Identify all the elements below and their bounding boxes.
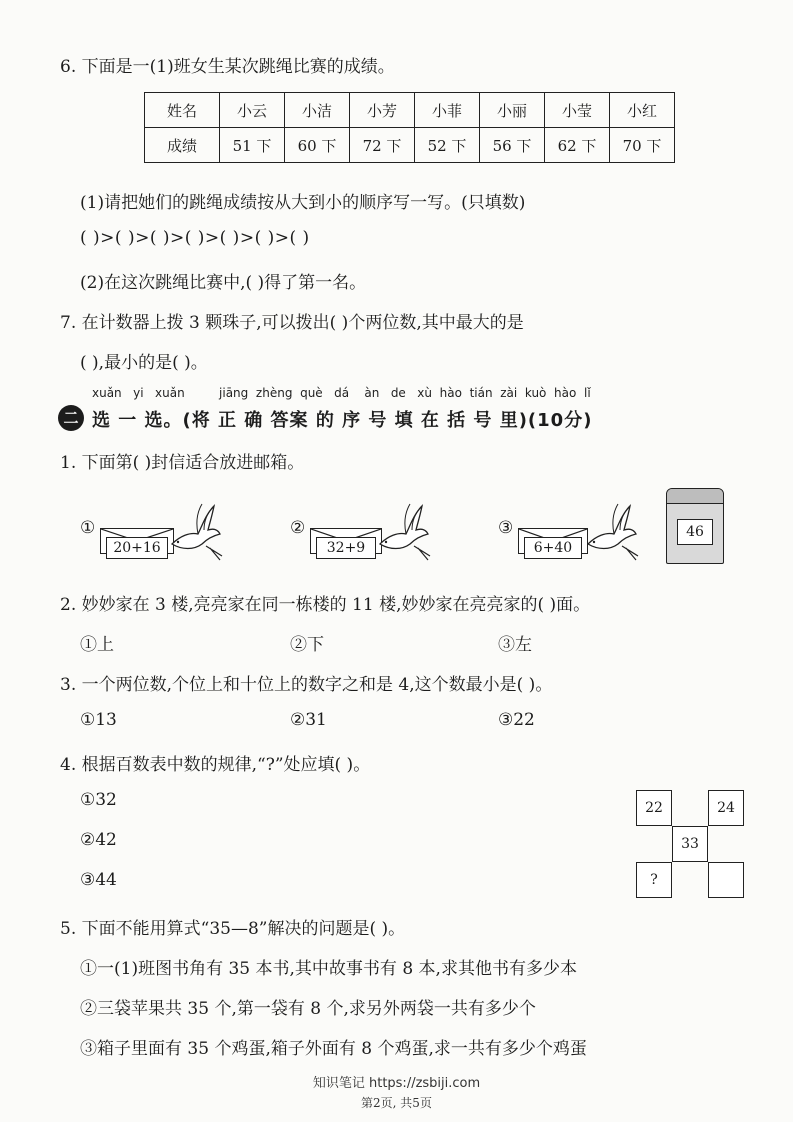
hundred-grid-cell: 24 bbox=[708, 790, 744, 826]
s5-option[interactable]: ①一(1)班图书角有 35 本书,其中故事书有 8 本,求其他书有多少本 bbox=[80, 959, 577, 979]
option-mark: ① bbox=[80, 518, 96, 538]
pinyin-syllable: yi bbox=[133, 386, 144, 400]
hundred-grid-cell: 22 bbox=[636, 790, 672, 826]
s3-option[interactable]: ③22 bbox=[498, 710, 535, 730]
pinyin-syllable: kuò bbox=[524, 386, 547, 400]
table-cell: 56 下 bbox=[480, 128, 545, 163]
envelope-expression: 6+40 bbox=[524, 537, 582, 559]
table-cell: 72 下 bbox=[350, 128, 415, 163]
pinyin-syllable: hào bbox=[554, 386, 577, 400]
s2-title: 2. 妙妙家在 3 楼,亮亮家在同一栋楼的 11 楼,妙妙家在亮亮家的( )面。 bbox=[60, 595, 591, 615]
s4-option[interactable]: ③44 bbox=[80, 870, 117, 890]
s2-option[interactable]: ③左 bbox=[498, 635, 532, 655]
s3-option[interactable]: ②31 bbox=[290, 710, 327, 730]
pinyin-syllable: lǐ bbox=[583, 386, 591, 400]
envelope-expression: 32+9 bbox=[316, 537, 376, 559]
option-mark: ③ bbox=[498, 518, 514, 538]
dove-icon bbox=[374, 500, 432, 562]
table-cell: 52 下 bbox=[415, 128, 480, 163]
hundred-grid-cell-unknown: ? bbox=[636, 862, 672, 898]
s4-title: 4. 根据百数表中数的规律,“?”处应填( )。 bbox=[60, 755, 371, 775]
s5-title: 5. 下面不能用算式“35—8”解决的问题是( )。 bbox=[60, 919, 406, 939]
mailbox-lid bbox=[667, 489, 723, 504]
table-cell: 小莹 bbox=[545, 93, 610, 128]
table-cell: 小洁 bbox=[285, 93, 350, 128]
table-cell: 62 下 bbox=[545, 128, 610, 163]
pinyin-syllable: zhèng bbox=[255, 386, 293, 400]
pinyin-syllable: xù bbox=[417, 386, 432, 400]
dove-icon bbox=[582, 500, 640, 562]
hundred-grid-cell-empty bbox=[708, 862, 744, 898]
page-number: 第2页, 共5页 bbox=[361, 1096, 432, 1110]
s3-title: 3. 一个两位数,个位上和十位上的数字之和是 4,这个数最小是( )。 bbox=[60, 675, 553, 695]
table-cell: 小云 bbox=[220, 93, 285, 128]
table-cell: 70 下 bbox=[610, 128, 675, 163]
s5-option[interactable]: ③箱子里面有 35 个鸡蛋,箱子外面有 8 个鸡蛋,求一共有多少个鸡蛋 bbox=[80, 1039, 587, 1059]
mailbox-number: 46 bbox=[677, 519, 713, 545]
pinyin-syllable: dá bbox=[334, 386, 350, 400]
jump-rope-score-table bbox=[144, 92, 675, 163]
option-mark: ② bbox=[290, 518, 306, 538]
s2-option[interactable]: ②下 bbox=[290, 635, 324, 655]
s1-title: 1. 下面第( )封信适合放进邮箱。 bbox=[60, 453, 305, 473]
table-row-scores bbox=[145, 128, 675, 163]
pinyin-syllable: què bbox=[300, 386, 323, 400]
pinyin-syllable: zài bbox=[500, 386, 518, 400]
pinyin-syllable: de bbox=[390, 386, 406, 400]
q6-sub2: (2)在这次跳绳比赛中,( )得了第一名。 bbox=[80, 273, 367, 293]
mailbox-icon bbox=[666, 488, 724, 564]
pinyin-syllable: àn bbox=[364, 386, 380, 400]
s2-option[interactable]: ①上 bbox=[80, 635, 114, 655]
q6-order-blanks[interactable]: ( )>( )>( )>( )>( )>( )>( ) bbox=[80, 228, 310, 248]
q7-line1: 7. 在计数器上拨 3 颗珠子,可以拨出( )个两位数,其中最大的是 bbox=[60, 313, 524, 333]
pinyin-syllable: xuǎn bbox=[92, 386, 122, 400]
pinyin-syllable: jiāng bbox=[219, 386, 249, 400]
section-number-badge: 二 bbox=[58, 405, 84, 431]
q6-sub1: (1)请把她们的跳绳成绩按从大到小的顺序写一写。(只填数) bbox=[80, 193, 526, 213]
hundred-grid-cell: 33 bbox=[672, 826, 708, 862]
envelope-expression: 20+16 bbox=[106, 537, 168, 559]
pinyin-syllable: xuǎn bbox=[155, 386, 185, 400]
pinyin-syllable: hào bbox=[439, 386, 462, 400]
s5-option[interactable]: ②三袋苹果共 35 个,第一袋有 8 个,求另外两袋一共有多少个 bbox=[80, 999, 536, 1019]
q6-title: 6. 下面是一(1)班女生某次跳绳比赛的成绩。 bbox=[60, 57, 395, 77]
dove-icon bbox=[166, 500, 224, 562]
s4-option[interactable]: ②42 bbox=[80, 830, 117, 850]
s3-option[interactable]: ①13 bbox=[80, 710, 117, 730]
q7-line2: ( ),最小的是( )。 bbox=[80, 353, 208, 373]
table-cell: 小红 bbox=[610, 93, 675, 128]
table-cell: 姓名 bbox=[145, 93, 220, 128]
footer-source: 知识笔记 https://zsbiji.com bbox=[312, 1076, 481, 1091]
table-cell: 51 下 bbox=[220, 128, 285, 163]
pinyin-annotation bbox=[92, 386, 591, 400]
table-cell: 小丽 bbox=[480, 93, 545, 128]
table-cell: 60 下 bbox=[285, 128, 350, 163]
section-title: 选 一 选。(将 正 确 答案 的 序 号 填 在 括 号 里)(10分) bbox=[92, 410, 593, 431]
table-cell: 成绩 bbox=[145, 128, 220, 163]
table-cell: 小芳 bbox=[350, 93, 415, 128]
s4-option[interactable]: ①32 bbox=[80, 790, 117, 810]
pinyin-syllable: tián bbox=[469, 386, 493, 400]
table-row-names bbox=[145, 93, 675, 128]
table-cell: 小菲 bbox=[415, 93, 480, 128]
